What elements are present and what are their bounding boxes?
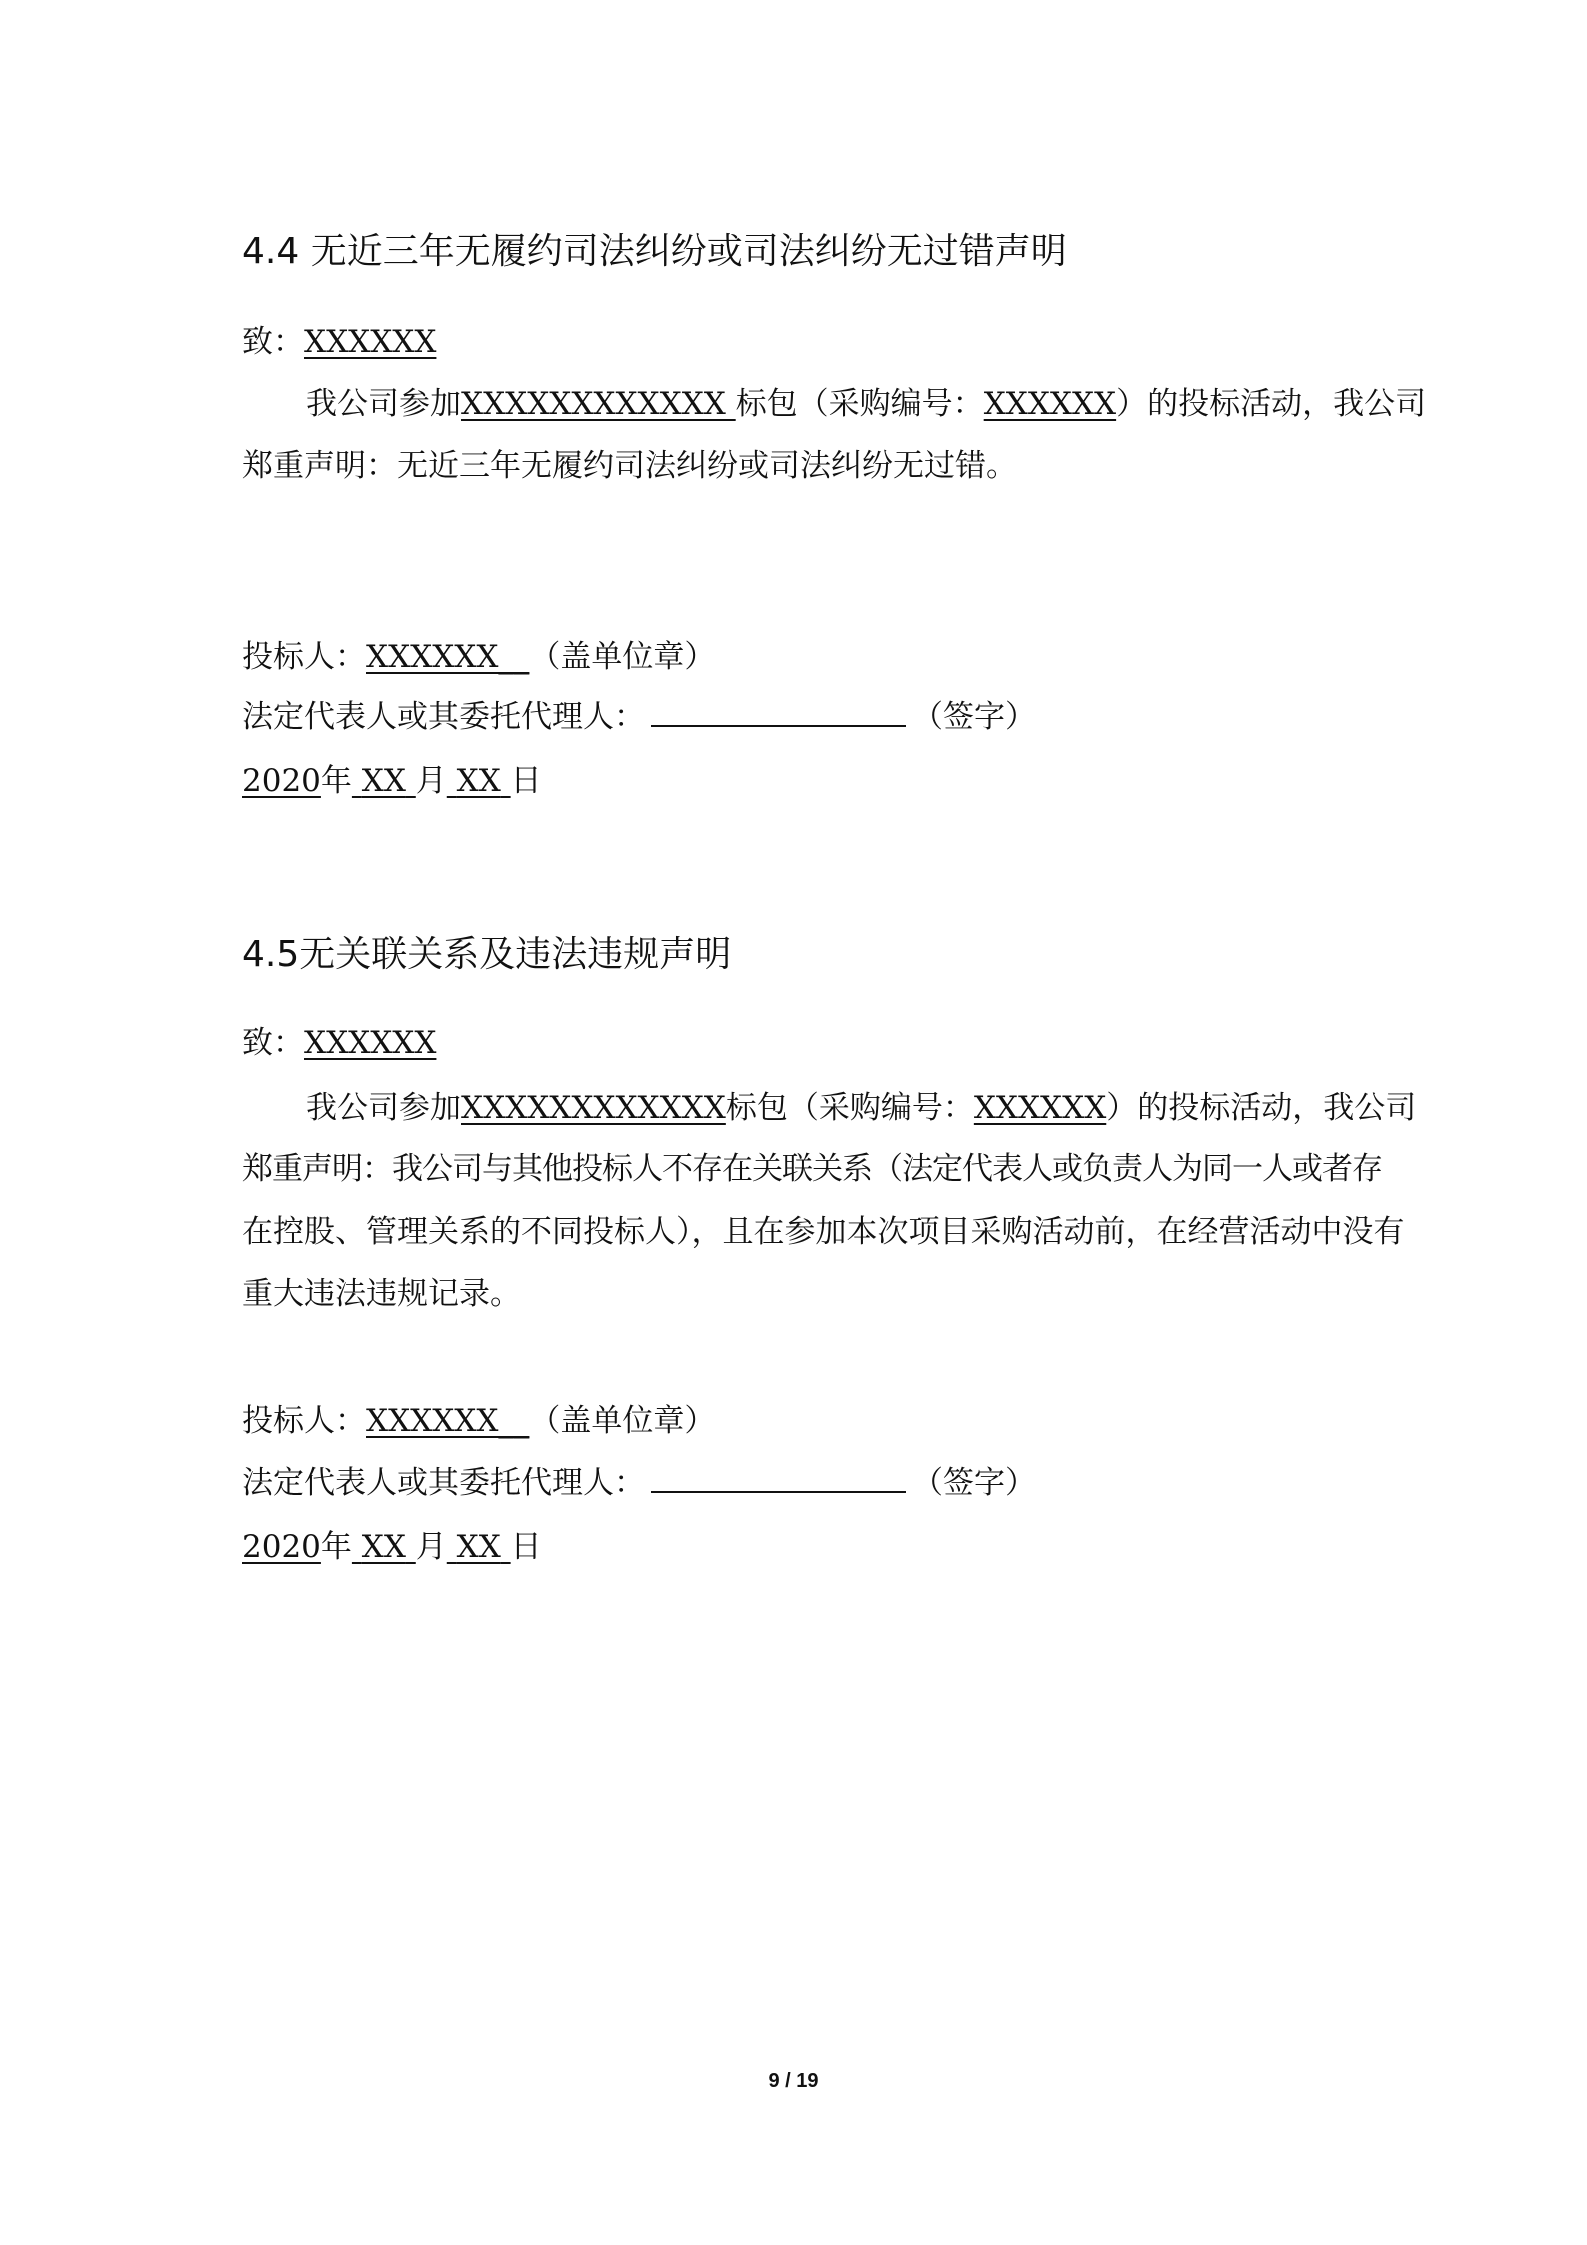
sign-note: （签字） [912, 1465, 1036, 1501]
section-heading: 4.5无关联关系及违法违规声明 [242, 934, 732, 975]
day [447, 1529, 511, 1565]
month [352, 763, 416, 799]
text: 标包（采购编号： [735, 386, 984, 422]
to-label: 致： [242, 324, 304, 360]
procurement-code: XXXXXX [983, 386, 1117, 422]
project-name: XXXXXXXXXXXX [461, 386, 736, 422]
representative-line [242, 695, 1036, 739]
bidder-label: 投标人： [242, 639, 366, 675]
to-value: XXXXXX [304, 324, 437, 360]
section-heading: 4.4 无近三年无履约司法纠纷或司法纠纷无过错声明 [242, 231, 1067, 272]
day-label: 日 [510, 1529, 542, 1565]
rep-label: 法定代表人或其委托代理人： [242, 1465, 645, 1501]
seal-note: （盖单位章） [529, 1403, 716, 1439]
project-name: XXXXXXXXXXXX [461, 1090, 726, 1126]
page-number: 9 / 19 [768, 2070, 819, 2092]
month-label: 月 [415, 763, 447, 799]
seal-note: （盖单位章） [529, 639, 716, 675]
bidder-value: XXXXXX__ [366, 639, 530, 675]
addressee [242, 320, 436, 364]
addressee [242, 1021, 436, 1065]
year: 2020 [242, 763, 321, 799]
year-label: 年 [320, 1529, 352, 1565]
rep-label: 法定代表人或其委托代理人： [242, 699, 645, 735]
day-label: 日 [510, 763, 542, 799]
signature-blank [651, 1461, 906, 1493]
body-line [242, 1086, 1417, 1130]
text: 我公司参加 [306, 386, 461, 422]
representative-line [242, 1461, 1036, 1505]
sign-note: （签字） [912, 699, 1036, 735]
date-line [242, 1525, 542, 1569]
signature-blank [651, 695, 906, 727]
procurement-code: XXXXXX [973, 1090, 1107, 1126]
date-line [242, 759, 542, 803]
body-line: 重大违法违规记录。 [242, 1276, 521, 1312]
bidder-label: 投标人： [242, 1403, 366, 1439]
body-line: 在控股、管理关系的不同投标人），且在参加本次项目采购活动前，在经营活动中没有 [242, 1214, 1405, 1250]
bidder-line [242, 635, 715, 679]
month-label: 月 [415, 1529, 447, 1565]
day-value: XX [456, 1529, 501, 1565]
text: 我公司参加 [306, 1090, 461, 1126]
bidder-value: XXXXXX__ [366, 1403, 530, 1439]
day-value: XX [456, 763, 501, 799]
month [352, 1529, 416, 1565]
bidder-line [242, 1399, 715, 1443]
year-label: 年 [320, 763, 352, 799]
month-value: XX [361, 1529, 406, 1565]
body-line [242, 382, 1427, 426]
text: ）的投标活动，我公司 [1116, 386, 1427, 422]
body-line: 郑重声明：无近三年无履约司法纠纷或司法纠纷无过错。 [242, 448, 1017, 484]
to-label: 致： [242, 1025, 304, 1061]
text: ）的投标活动，我公司 [1106, 1090, 1417, 1126]
body-line: 郑重声明：我公司与其他投标人不存在关联关系（法定代表人或负责人为同一人或者存 [242, 1151, 1382, 1187]
day [447, 763, 511, 799]
month-value: XX [361, 763, 406, 799]
text: 标包（采购编号： [725, 1090, 974, 1126]
year: 2020 [242, 1529, 321, 1565]
to-value: XXXXXX [304, 1025, 437, 1061]
